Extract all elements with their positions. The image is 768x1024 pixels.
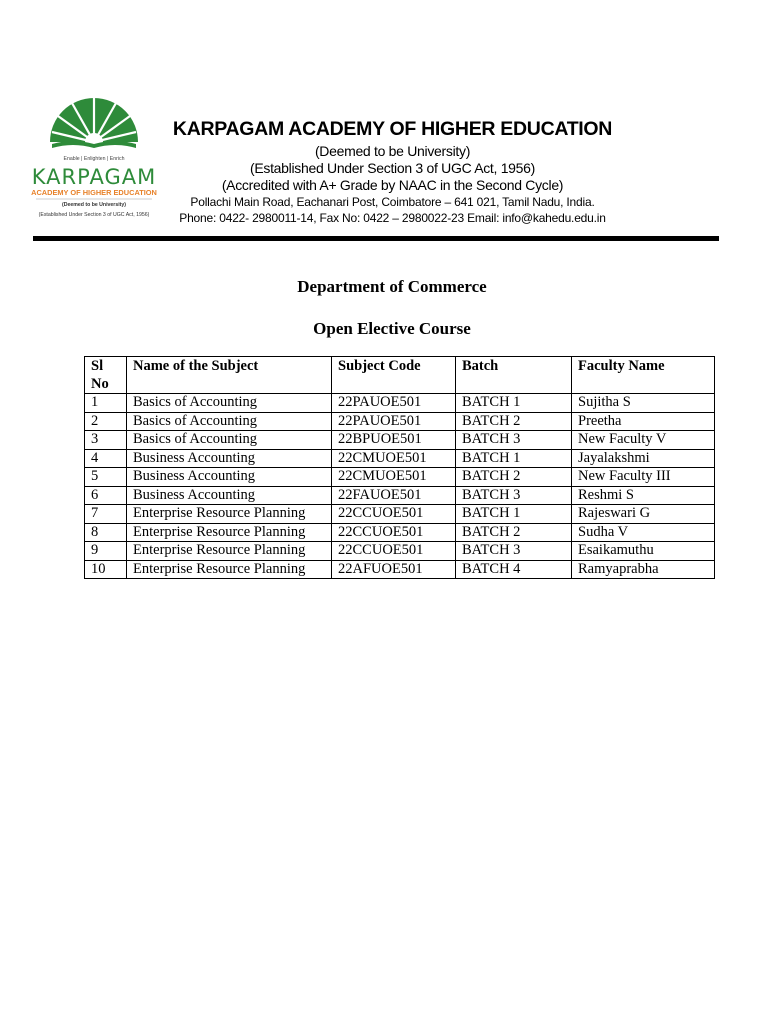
course-title: Open Elective Course bbox=[313, 319, 471, 338]
cell-sl: 4 bbox=[85, 449, 127, 468]
cell-faculty: Sujitha S bbox=[572, 394, 715, 413]
cell-faculty: Preetha bbox=[572, 412, 715, 431]
cell-sl: 9 bbox=[85, 542, 127, 561]
deemed-line: (Deemed to be University) bbox=[314, 143, 471, 159]
cell-sl: 6 bbox=[85, 486, 127, 505]
cell-sl: 10 bbox=[85, 560, 127, 579]
contact-line: Phone: 0422- 2980011-14, Fax No: 0422 – 2980022-23 Email: info@kahedu.edu.in bbox=[179, 211, 606, 225]
cell-code: 22PAUOE501 bbox=[332, 412, 456, 431]
cell-faculty: Rajeswari G bbox=[572, 505, 715, 524]
cell-batch: BATCH 1 bbox=[456, 394, 572, 413]
table-row bbox=[85, 449, 715, 468]
cell-faculty: Ramyaprabha bbox=[572, 560, 715, 579]
established-line: (Established Under Section 3 of UGC Act, 1956) bbox=[249, 160, 536, 176]
table-row bbox=[85, 560, 715, 579]
logo-tagline: Enable | Enlighten | Enrich bbox=[63, 156, 125, 162]
cell-code: 22CCUOE501 bbox=[332, 542, 456, 561]
cell-code: 22CMUOE501 bbox=[332, 468, 456, 487]
karpagam-logo bbox=[28, 94, 160, 224]
header-sl-no: Sl No bbox=[85, 357, 127, 394]
cell-subject: Basics of Accounting bbox=[127, 394, 332, 413]
cell-batch: BATCH 2 bbox=[456, 468, 572, 487]
cell-subject: Basics of Accounting bbox=[127, 431, 332, 450]
table-row bbox=[85, 486, 715, 505]
cell-code: 22FAUOE501 bbox=[332, 486, 456, 505]
cell-subject: Enterprise Resource Planning bbox=[127, 505, 332, 524]
address-line: Pollachi Main Road, Eachanari Post, Coimbatore – 641 021, Tamil Nadu, India. bbox=[190, 195, 595, 209]
cell-faculty: Sudha V bbox=[572, 523, 715, 542]
cell-faculty: New Faculty V bbox=[572, 431, 715, 450]
cell-subject: Business Accounting bbox=[127, 468, 332, 487]
cell-sl: 3 bbox=[85, 431, 127, 450]
cell-subject: Business Accounting bbox=[127, 486, 332, 505]
cell-batch: BATCH 3 bbox=[456, 486, 572, 505]
logo-deemed: (Deemed to be University) bbox=[62, 202, 126, 208]
table-row bbox=[85, 394, 715, 413]
cell-code: 22CCUOE501 bbox=[332, 505, 456, 524]
cell-batch: BATCH 4 bbox=[456, 560, 572, 579]
cell-batch: BATCH 3 bbox=[456, 431, 572, 450]
cell-sl: 5 bbox=[85, 468, 127, 487]
table-row bbox=[85, 431, 715, 450]
cell-batch: BATCH 2 bbox=[456, 412, 572, 431]
cell-subject: Business Accounting bbox=[127, 449, 332, 468]
cell-batch: BATCH 1 bbox=[456, 505, 572, 524]
header-subject: Name of the Subject bbox=[127, 357, 332, 394]
logo-subtitle: ACADEMY OF HIGHER EDUCATION bbox=[31, 188, 157, 197]
institution-name: KARPAGAM ACADEMY OF HIGHER EDUCATION bbox=[172, 118, 613, 140]
cell-faculty: Reshmi S bbox=[572, 486, 715, 505]
header-faculty: Faculty Name bbox=[572, 357, 715, 394]
header-code: Subject Code bbox=[332, 357, 456, 394]
cell-code: 22BPUOE501 bbox=[332, 431, 456, 450]
table-row bbox=[85, 505, 715, 524]
cell-code: 22CMUOE501 bbox=[332, 449, 456, 468]
table-row bbox=[85, 412, 715, 431]
logo-emblem-icon bbox=[50, 98, 138, 151]
cell-batch: BATCH 2 bbox=[456, 523, 572, 542]
cell-subject: Enterprise Resource Planning bbox=[127, 523, 332, 542]
cell-code: 22PAUOE501 bbox=[332, 394, 456, 413]
table-row bbox=[85, 468, 715, 487]
cell-sl: 7 bbox=[85, 505, 127, 524]
cell-subject: Basics of Accounting bbox=[127, 412, 332, 431]
cell-faculty: Esaikamuthu bbox=[572, 542, 715, 561]
cell-code: 22AFUOE501 bbox=[332, 560, 456, 579]
logo-brand: KARPAGAM bbox=[31, 165, 157, 189]
header-divider bbox=[33, 236, 719, 241]
cell-sl: 2 bbox=[85, 412, 127, 431]
table-row bbox=[85, 523, 715, 542]
cell-sl: 8 bbox=[85, 523, 127, 542]
table-header-row bbox=[85, 357, 715, 394]
logo-established: (Established Under Section 3 of UGC Act, 1956) bbox=[38, 212, 150, 218]
letterhead bbox=[160, 117, 625, 226]
table-row bbox=[85, 542, 715, 561]
cell-faculty: New Faculty III bbox=[572, 468, 715, 487]
cell-subject: Enterprise Resource Planning bbox=[127, 542, 332, 561]
cell-faculty: Jayalakshmi bbox=[572, 449, 715, 468]
department-title: Department of Commerce bbox=[297, 277, 487, 296]
header-batch: Batch bbox=[456, 357, 572, 394]
accreditation-line: (Accredited with A+ Grade by NAAC in the Second Cycle) bbox=[221, 177, 564, 193]
cell-batch: BATCH 1 bbox=[456, 449, 572, 468]
cell-code: 22CCUOE501 bbox=[332, 523, 456, 542]
cell-subject: Enterprise Resource Planning bbox=[127, 560, 332, 579]
cell-batch: BATCH 3 bbox=[456, 542, 572, 561]
cell-sl: 1 bbox=[85, 394, 127, 413]
course-table bbox=[84, 356, 715, 579]
